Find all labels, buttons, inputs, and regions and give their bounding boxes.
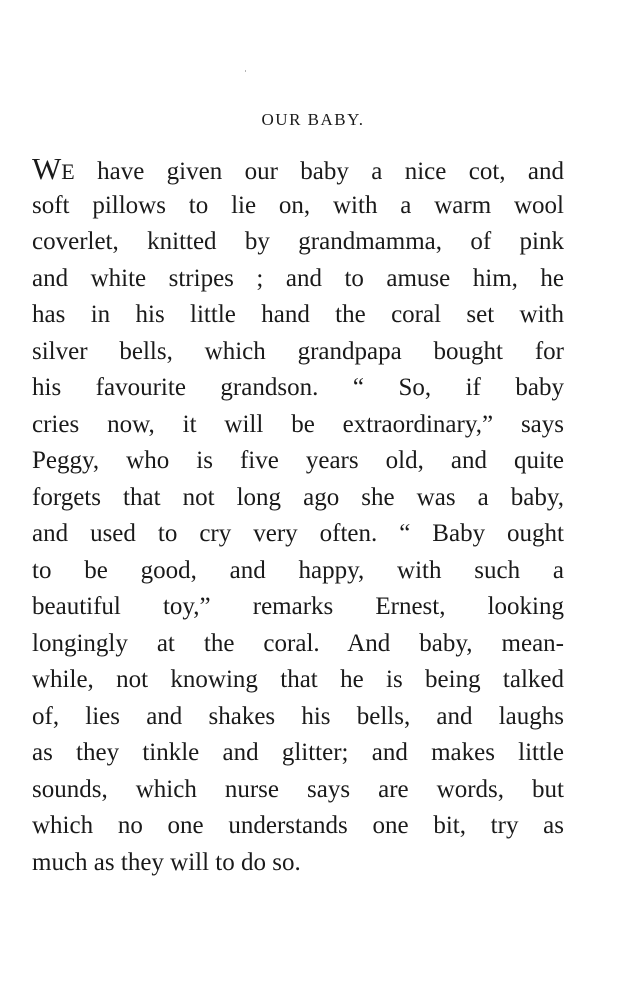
- page-title: OUR BABY.: [261, 110, 365, 129]
- opening-line-text: have given our baby a nice cot, and: [74, 158, 564, 185]
- story-paragraph: [32, 151, 564, 881]
- paragraph-line: as they tinkle and glitter; and makes little: [32, 739, 564, 766]
- paragraph-line: while, not knowing that he is being talked: [32, 666, 564, 693]
- paragraph-line: and used to cry very often. “ Baby ought: [32, 520, 564, 547]
- paragraph-line: soft pillows to lie on, with a warm wool: [32, 191, 564, 219]
- paragraph-line-opening: [32, 151, 564, 188]
- paragraph-line: coverlet, knitted by grandmamma, of pink: [32, 228, 564, 255]
- paragraph-line: and white stripes ; and to amuse him, he: [32, 264, 564, 292]
- paragraph-line: longingly at the coral. And baby, mean-: [32, 629, 564, 657]
- paragraph-line: of, lies and shakes his bells, and laughs: [32, 702, 564, 730]
- paragraph-line: cries now, it will be extraordinary,” says: [32, 410, 564, 438]
- paragraph-line: his favourite grandson. “ So, if baby: [32, 374, 564, 401]
- paragraph-line: forgets that not long ago she was a baby,: [32, 483, 564, 511]
- paragraph-line: which no one understands one bit, try as: [32, 812, 564, 839]
- paragraph-line: silver bells, which grandpapa bought for: [32, 337, 564, 365]
- paragraph-line: Peggy, who is five years old, and quite: [32, 447, 564, 474]
- paper-speck: [245, 70, 246, 72]
- small-caps-letter: E: [61, 159, 75, 184]
- paragraph-line: to be good, and happy, with such a: [32, 556, 564, 584]
- paragraph-line: sounds, which nurse says are words, but: [32, 775, 564, 803]
- initial-letter: W: [32, 151, 62, 186]
- paragraph-line-last: much as they will to do so.: [32, 848, 301, 876]
- paragraph-line: has in his little hand the coral set with: [32, 301, 564, 328]
- paragraph-line: beautiful toy,” remarks Ernest, looking: [32, 593, 564, 620]
